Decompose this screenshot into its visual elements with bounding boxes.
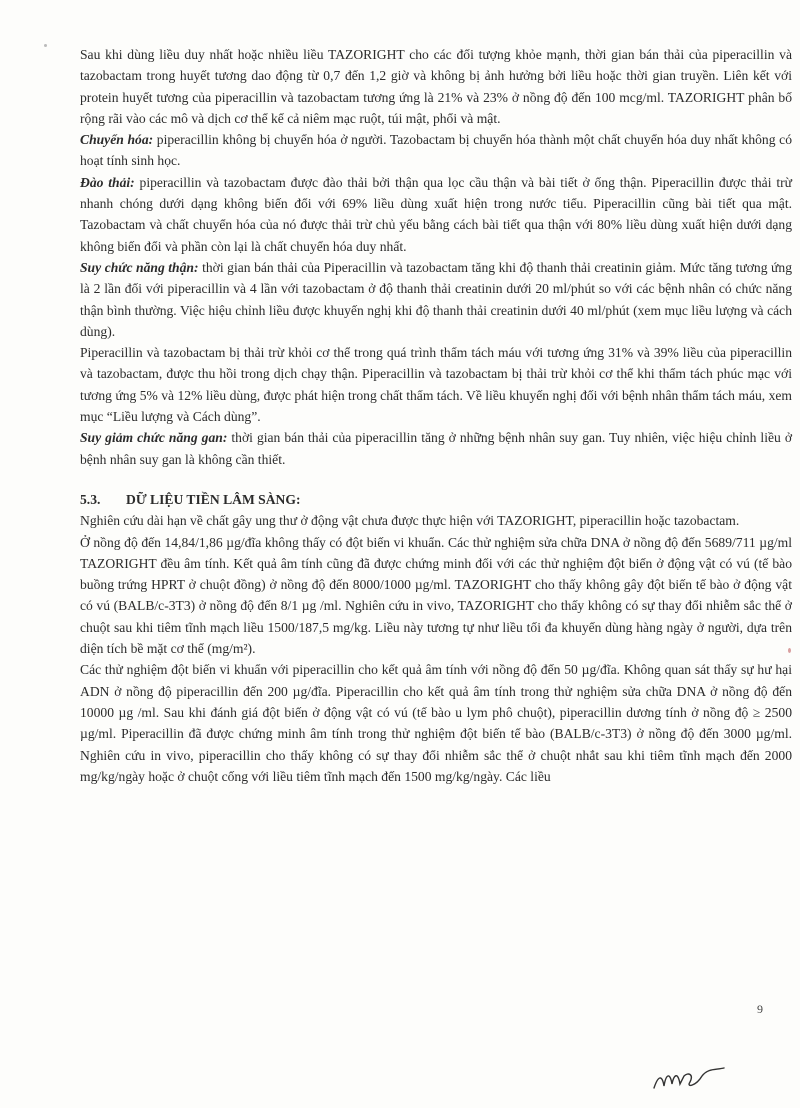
paragraph-lead: Suy chức năng thận:	[80, 259, 199, 275]
section-title: DỮ LIỆU TIỀN LÂM SÀNG:	[126, 491, 301, 507]
scan-speck	[788, 648, 791, 653]
paragraph-lead: Chuyển hóa:	[80, 132, 154, 148]
paragraph-mutagenicity-piperacillin: Các thử nghiệm đột biến vi khuẩn với piperacillin cho kết quả âm tính với nồng độ đến 50 µg/đĩa. Không quan sát thấy sự hư hại ADN ở nồng độ piperacillin đến 200 µg/đĩa. Piperacillin cho kết quả âm tính trong thử nghiệm sửa chữa DNA ở nồng độ đến 10000 µg /ml. Sau khi đánh giá đột biến ở động vật có vú (tế bào u lym phô chuột), piperacillin dương tính ở nồng độ ≥ 2500 µg/ml. Piperacillin đã được chứng minh âm tính trong thử nghiệm đột biến tế bào (BALB/c-3T3) ở nồng độ đến 3000 µg/ml. Nghiên cứu in vivo, piperacillin cho thấy không có sự thay đổi nhiễm sắc thể ở chuột nhắt sau khi tiêm tĩnh mạch đến 2000 mg/kg/ngày hoặc ở chuột cống với liều tiêm tĩnh mạch đến 1500 mg/kg/ngày. Các liều	[80, 662, 792, 784]
scan-speck	[44, 44, 47, 47]
paragraph-distribution: Sau khi dùng liều duy nhất hoặc nhiều liều TAZORIGHT cho các đối tượng khỏe mạnh, thời gian bán thải của piperacillin và tazobactam trong huyết tương dao động từ 0,7 đến 1,2 giờ và không bị ảnh hưởng bởi liều hoặc thời gian truyền. Liên kết với protein huyết tương của piperacillin và tazobactam tương ứng là 21% và 23% ở nồng độ đến 100 mcg/ml. TAZORIGHT phân bố rộng rãi vào các mô và dịch cơ thể kể cả niêm mạc ruột, túi mật, phổi và mật.	[80, 47, 792, 126]
paragraph-lead: Đào thải:	[80, 174, 135, 190]
paragraph-hepatic-impairment: Suy giảm chức năng gan: thời gian bán thải của piperacillin tăng ở những bệnh nhân suy gan. Tuy nhiên, việc hiệu chỉnh liều ở bệnh nhân suy gan là không cần thiết.	[80, 430, 793, 467]
paragraph-carcinogenicity: Nghiên cứu dài hạn về chất gây ung thư ở động vật chưa được thực hiện với TAZORIGHT, piperacillin hoặc tazobactam.	[80, 513, 740, 529]
section-heading	[80, 489, 792, 510]
page-number: 9	[757, 1002, 763, 1016]
paragraph-metabolism: Chuyển hóa: piperacillin không bị chuyển hóa ở người. Tazobactam bị chuyển hóa thành một chất chuyển hóa duy nhất không có hoạt tính sinh học.	[80, 132, 792, 169]
handwritten-signature	[650, 1062, 730, 1094]
document-body	[80, 44, 792, 787]
paragraph-elimination: Đào thải: piperacillin và tazobactam được đào thải bởi thận qua lọc cầu thận và bài tiết ở ống thận. Piperacillin được thải trừ nhanh chóng dưới dạng không biến đổi với 69% liều dùng xuất hiện trong nước tiểu. Piperacillin cũng bài tiết qua mật. Tazobactam và chất chuyển hóa của nó được thải trừ chủ yếu bằng cách bài tiết qua thận với 80% liều dùng xuất hiện dưới dạng không biến đổi và phần còn lại là chất chuyển hóa duy nhất.	[80, 174, 792, 254]
paragraph-mutagenicity-combo: Ở nồng độ đến 14,84/1,86 µg/đĩa không thấy có đột biến vi khuẩn. Các thử nghiệm sửa chữa DNA ở nồng độ đến 5689/711 µg/ml TAZORIGHT đều âm tính. Kết quả âm tính cũng đã được chứng minh đối với các thử nghiệm đột biến ở động vật có vú (tế bào buồng trứng HPRT ở chuột đồng) ở nồng độ đến 8000/1000 µg/ml. TAZORIGHT cho thấy không gây đột biến tế bào ở động vật có vú (BALB/c-3T3) ở nồng độ đến 8/1 µg /ml. Nghiên cứu in vivo, TAZORIGHT cho thấy không có sự thay đổi nhiễm sắc thể ở chuột sau khi tiêm tĩnh mạch liều 1500/187,5 mg/kg. Liều này tương tự như liều tối đa khuyến dùng hàng ngày ở người, dựa trên diện tích bề mặt cơ thể (mg/m²).	[80, 534, 792, 657]
paragraph-hemodialysis: Piperacillin và tazobactam bị thải trừ khỏi cơ thể trong quá trình thẩm tách máu với tương ứng 31% và 39% liều của piperacillin và tazobactam, được thu hồi trong dịch chạy thận. Piperacillin và tazobactam bị thải trừ khỏi cơ thể khi thẩm tách phúc mạc với tương ứng 5% và 12% liều dùng, được phát hiện trong chất thẩm tách. Về liều khuyến nghị đối với bệnh nhân thẩm tách máu, xem mục “Liều lượng và Cách dùng”.	[80, 345, 792, 425]
paragraph-renal-impairment: Suy chức năng thận: thời gian bán thải của Piperacillin và tazobactam tăng khi độ thanh thải creatinin giảm. Mức tăng tương ứng là 2 lần đối với piperacillin và 4 lần với tazobactam ở độ thanh thải creatinin dưới 20 ml/phút so với các bệnh nhân có chức năng thận bình thường. Việc hiệu chỉnh liều được khuyến nghị khi độ thanh thải creatinin dưới 40 ml/phút (xem mục liều lượng và cách dùng).	[80, 259, 793, 339]
section-number: 5.3.	[80, 491, 101, 507]
paragraph-lead: Suy giảm chức năng gan:	[80, 430, 228, 446]
